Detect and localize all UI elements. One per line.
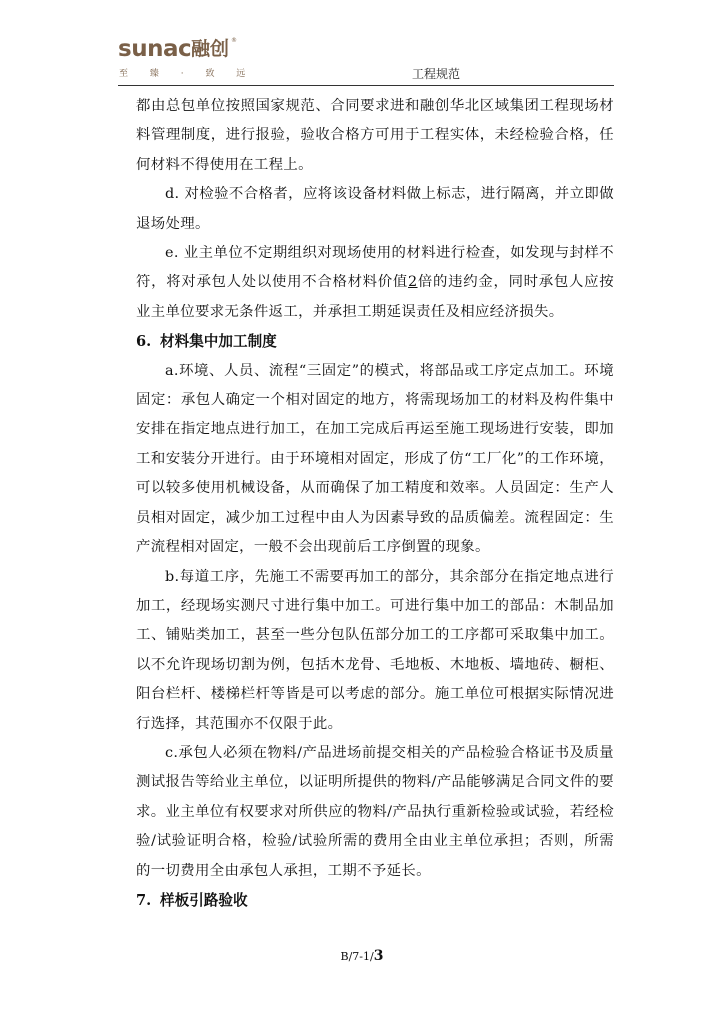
paragraph-item-c: c.承包人必须在物料/产品进场前提交相关的产品检验合格证书及质量测试报告等给业主单位，以证明所提供的物料/产品能够满足合同文件的要求。业主单位有权要求对所供应的物料/产品执行重新检验或试验，若经检验/试验证明合格，检验/试验所需的费用全由业主单位承担；否则，所需的一切费用全由承包人承担，工期不予延长。: [136, 744, 614, 879]
page-header: [118, 36, 614, 84]
section-heading-7: [136, 886, 614, 915]
paragraph-item-d: d. 对检验不合格者，应将该设备材料做上标志，进行隔离，并立即做退场处理。: [136, 186, 614, 232]
document-body: [136, 92, 614, 915]
section-number: 6.: [136, 333, 152, 351]
item-e-text-1: e. 业主单位不定期组织对现场使用的材料进行检查，如发现与封样不符，将对承包人处以使用不合格材料价值: [136, 245, 614, 291]
sunac-logo-cn: 融创: [191, 38, 230, 60]
paragraph-continued: 都由总包单位按照国家规范、合同要求进和融创华北区域集团工程现场材料管理制度，进行报验，验收合格方可用于工程实体，未经检验合格，任何材料不得使用在工程上。: [136, 98, 614, 173]
section-heading-6: [136, 327, 614, 356]
document-type: 工程规范: [412, 67, 461, 81]
brand-slogan: 至 臻 · 致 远: [119, 69, 255, 79]
section-title: 样板引路验收: [160, 891, 248, 909]
trademark-mark: ®: [231, 37, 237, 44]
item-e-text-2: 倍的违约金，同时承包人应按业主单位要求无条件返工，并承担工期延误责任及相应经济损失。: [136, 274, 614, 320]
page-footer: [0, 948, 724, 964]
section-title: 材料集中加工制度: [160, 333, 277, 351]
page-code: B/7-1/: [340, 950, 374, 963]
page-number: 3: [373, 948, 384, 964]
paragraph-item-b: b.每道工序，先施工不需要再加工的部分，其余部分在指定地点进行加工，经现场实测尺寸进行集中加工。可进行集中加工的部品：木制品加工、铺贴类加工，甚至一些分包队伍部分加工的工序都可采取集中加工。以不允许现场切割为例，包括木龙骨、毛地板、木地板、墙地砖、橱柜、阳台栏杆、楼梯栏杆等皆是可以考虑的部分。施工单位可根据实际情况进行选择，其范围亦不仅限于此。: [136, 568, 614, 732]
paragraph-item-a: a.环境、人员、流程“三固定”的模式，将部品或工序定点加工。环境固定：承包人确定一个相对固定的地方，将需现场加工的材料及构件集中安排在指定地点进行加工，在加工完成后再运至施工现场进行安装，即加工和安装分开进行。由于环境相对固定，形成了仿“工厂化”的工作环境，可以较多使用机械设备，从而确保了加工精度和效率。人员固定：生产人员相对固定，减少加工过程中由人为因素导致的品质偏差。流程固定：生产流程相对固定，一般不会出现前后工序倒置的现象。: [136, 362, 614, 556]
penalty-multiplier: 2: [408, 274, 418, 291]
section-number: 7.: [136, 891, 152, 909]
header-divider: [118, 85, 614, 86]
paragraph-item-e: [136, 239, 614, 327]
sunac-logo: sunac: [118, 36, 192, 62]
